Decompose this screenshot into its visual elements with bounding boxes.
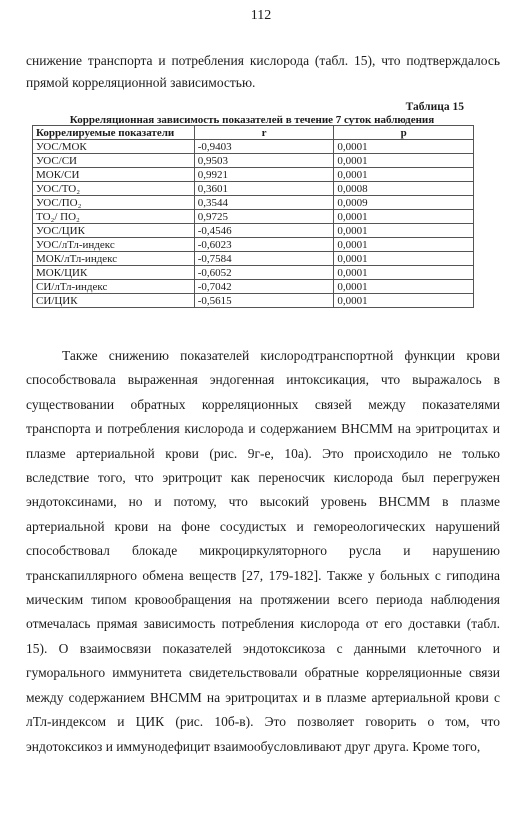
cell-r: 0,9725	[194, 210, 334, 224]
cell-r: 0,9921	[194, 168, 334, 182]
table-row	[33, 168, 474, 182]
cell-indicator: СИ/ЦИК	[33, 294, 195, 308]
cell-indicator: УОС/МОК	[33, 140, 195, 154]
table-row	[33, 238, 474, 252]
cell-p: 0,0009	[334, 196, 474, 210]
cell-p: 0,0001	[334, 168, 474, 182]
cell-p: 0,0001	[334, 294, 474, 308]
table-label: Таблица 15	[405, 101, 464, 113]
cell-indicator: УОС/ЦИК	[33, 224, 195, 238]
cell-p: 0,0001	[334, 280, 474, 294]
header-p: p	[334, 126, 474, 140]
table-row	[33, 266, 474, 280]
cell-r: -0,9403	[194, 140, 334, 154]
cell-r: -0,7042	[194, 280, 334, 294]
cell-r: 0,3601	[194, 182, 334, 196]
cell-indicator: СИ/лТл-индекс	[33, 280, 195, 294]
table-row	[33, 210, 474, 224]
cell-indicator: МОК/лТл-индекс	[33, 252, 195, 266]
header-indicators: Коррелируемые показатели	[33, 126, 195, 140]
correlation-table	[32, 125, 474, 308]
table-row	[33, 196, 474, 210]
page-number: 112	[250, 8, 272, 23]
cell-indicator: МОК/ЦИК	[33, 266, 195, 280]
table-row	[33, 294, 474, 308]
table-row	[33, 140, 474, 154]
cell-r: 0,9503	[194, 154, 334, 168]
cell-r: -0,4546	[194, 224, 334, 238]
cell-r: -0,5615	[194, 294, 334, 308]
cell-p: 0,0008	[334, 182, 474, 196]
cell-indicator: УОС/СИ	[33, 154, 195, 168]
cell-r: -0,6023	[194, 238, 334, 252]
cell-r: 0,3544	[194, 196, 334, 210]
cell-indicator: ТО₂/ ПО₂	[33, 210, 195, 224]
table-row	[33, 224, 474, 238]
body-text: Также снижению показателей кислородтранспортной функции крови способствовала выраженная эндогенная интоксикация, что выражалось в существовании обратных корреляционных связей между показателями транспорта и потребления кислорода и содержанием ВНСММ на эритроцитах и плазме артериальной крови (рис. 9г-е, 10а). Это происходило не только вследствие того, что эритроцит как переносчик кислорода был перегружен эндотоксинами, но и потому, что высокий уровень ВНСММ в плазме артериальной крови на фоне сосудистых и гемореологических нарушений способствовал блокаде микроциркуляторного русла и нарушению транскапиллярного обмена веществ [27, 179-182]. Также у больных с гиподина мическим типом кровообращения на протяжении всего периода наблюдения отмечалась прямая зависимость потребления кислорода от его доставки (табл. 15). О взаимосвязи показателей эндотоксикоза с данными клеточного и гуморального иммунитета свидетельствовали обратные корреляционные связи между содержанием ВНСММ на эритроцитах и в плазме артериальной крови с лТл-индексом и ЦИК (рис. 10б-в). Это позволяет говорить о том, что эндотоксикоз и иммунодефицит взаимообусловливают друг друга. Кроме того,	[26, 348, 500, 754]
cell-indicator: УОС/лТл-индекс	[33, 238, 195, 252]
cell-r: -0,7584	[194, 252, 334, 266]
table-row	[33, 182, 474, 196]
table-row	[33, 252, 474, 266]
intro-text: снижение транспорта и потребления кислорода (табл. 15), что подтверждалось прямой корреляционной зависимостью.	[26, 53, 500, 90]
table-header-row	[33, 126, 474, 140]
cell-indicator: УОС/ПО₂	[33, 196, 195, 210]
table-row	[33, 280, 474, 294]
cell-p: 0,0001	[334, 252, 474, 266]
table-caption: Корреляционная зависимость показателей в течение 7 суток наблюдения	[69, 114, 435, 126]
cell-p: 0,0001	[334, 154, 474, 168]
table-row	[33, 154, 474, 168]
cell-p: 0,0001	[334, 140, 474, 154]
cell-indicator: УОС/ТО₂	[33, 182, 195, 196]
header-r: r	[194, 126, 334, 140]
cell-p: 0,0001	[334, 224, 474, 238]
cell-p: 0,0001	[334, 210, 474, 224]
body-paragraph	[26, 344, 500, 759]
cell-indicator: МОК/СИ	[33, 168, 195, 182]
cell-p: 0,0001	[334, 266, 474, 280]
cell-p: 0,0001	[334, 238, 474, 252]
cell-r: -0,6052	[194, 266, 334, 280]
intro-paragraph	[26, 50, 500, 94]
